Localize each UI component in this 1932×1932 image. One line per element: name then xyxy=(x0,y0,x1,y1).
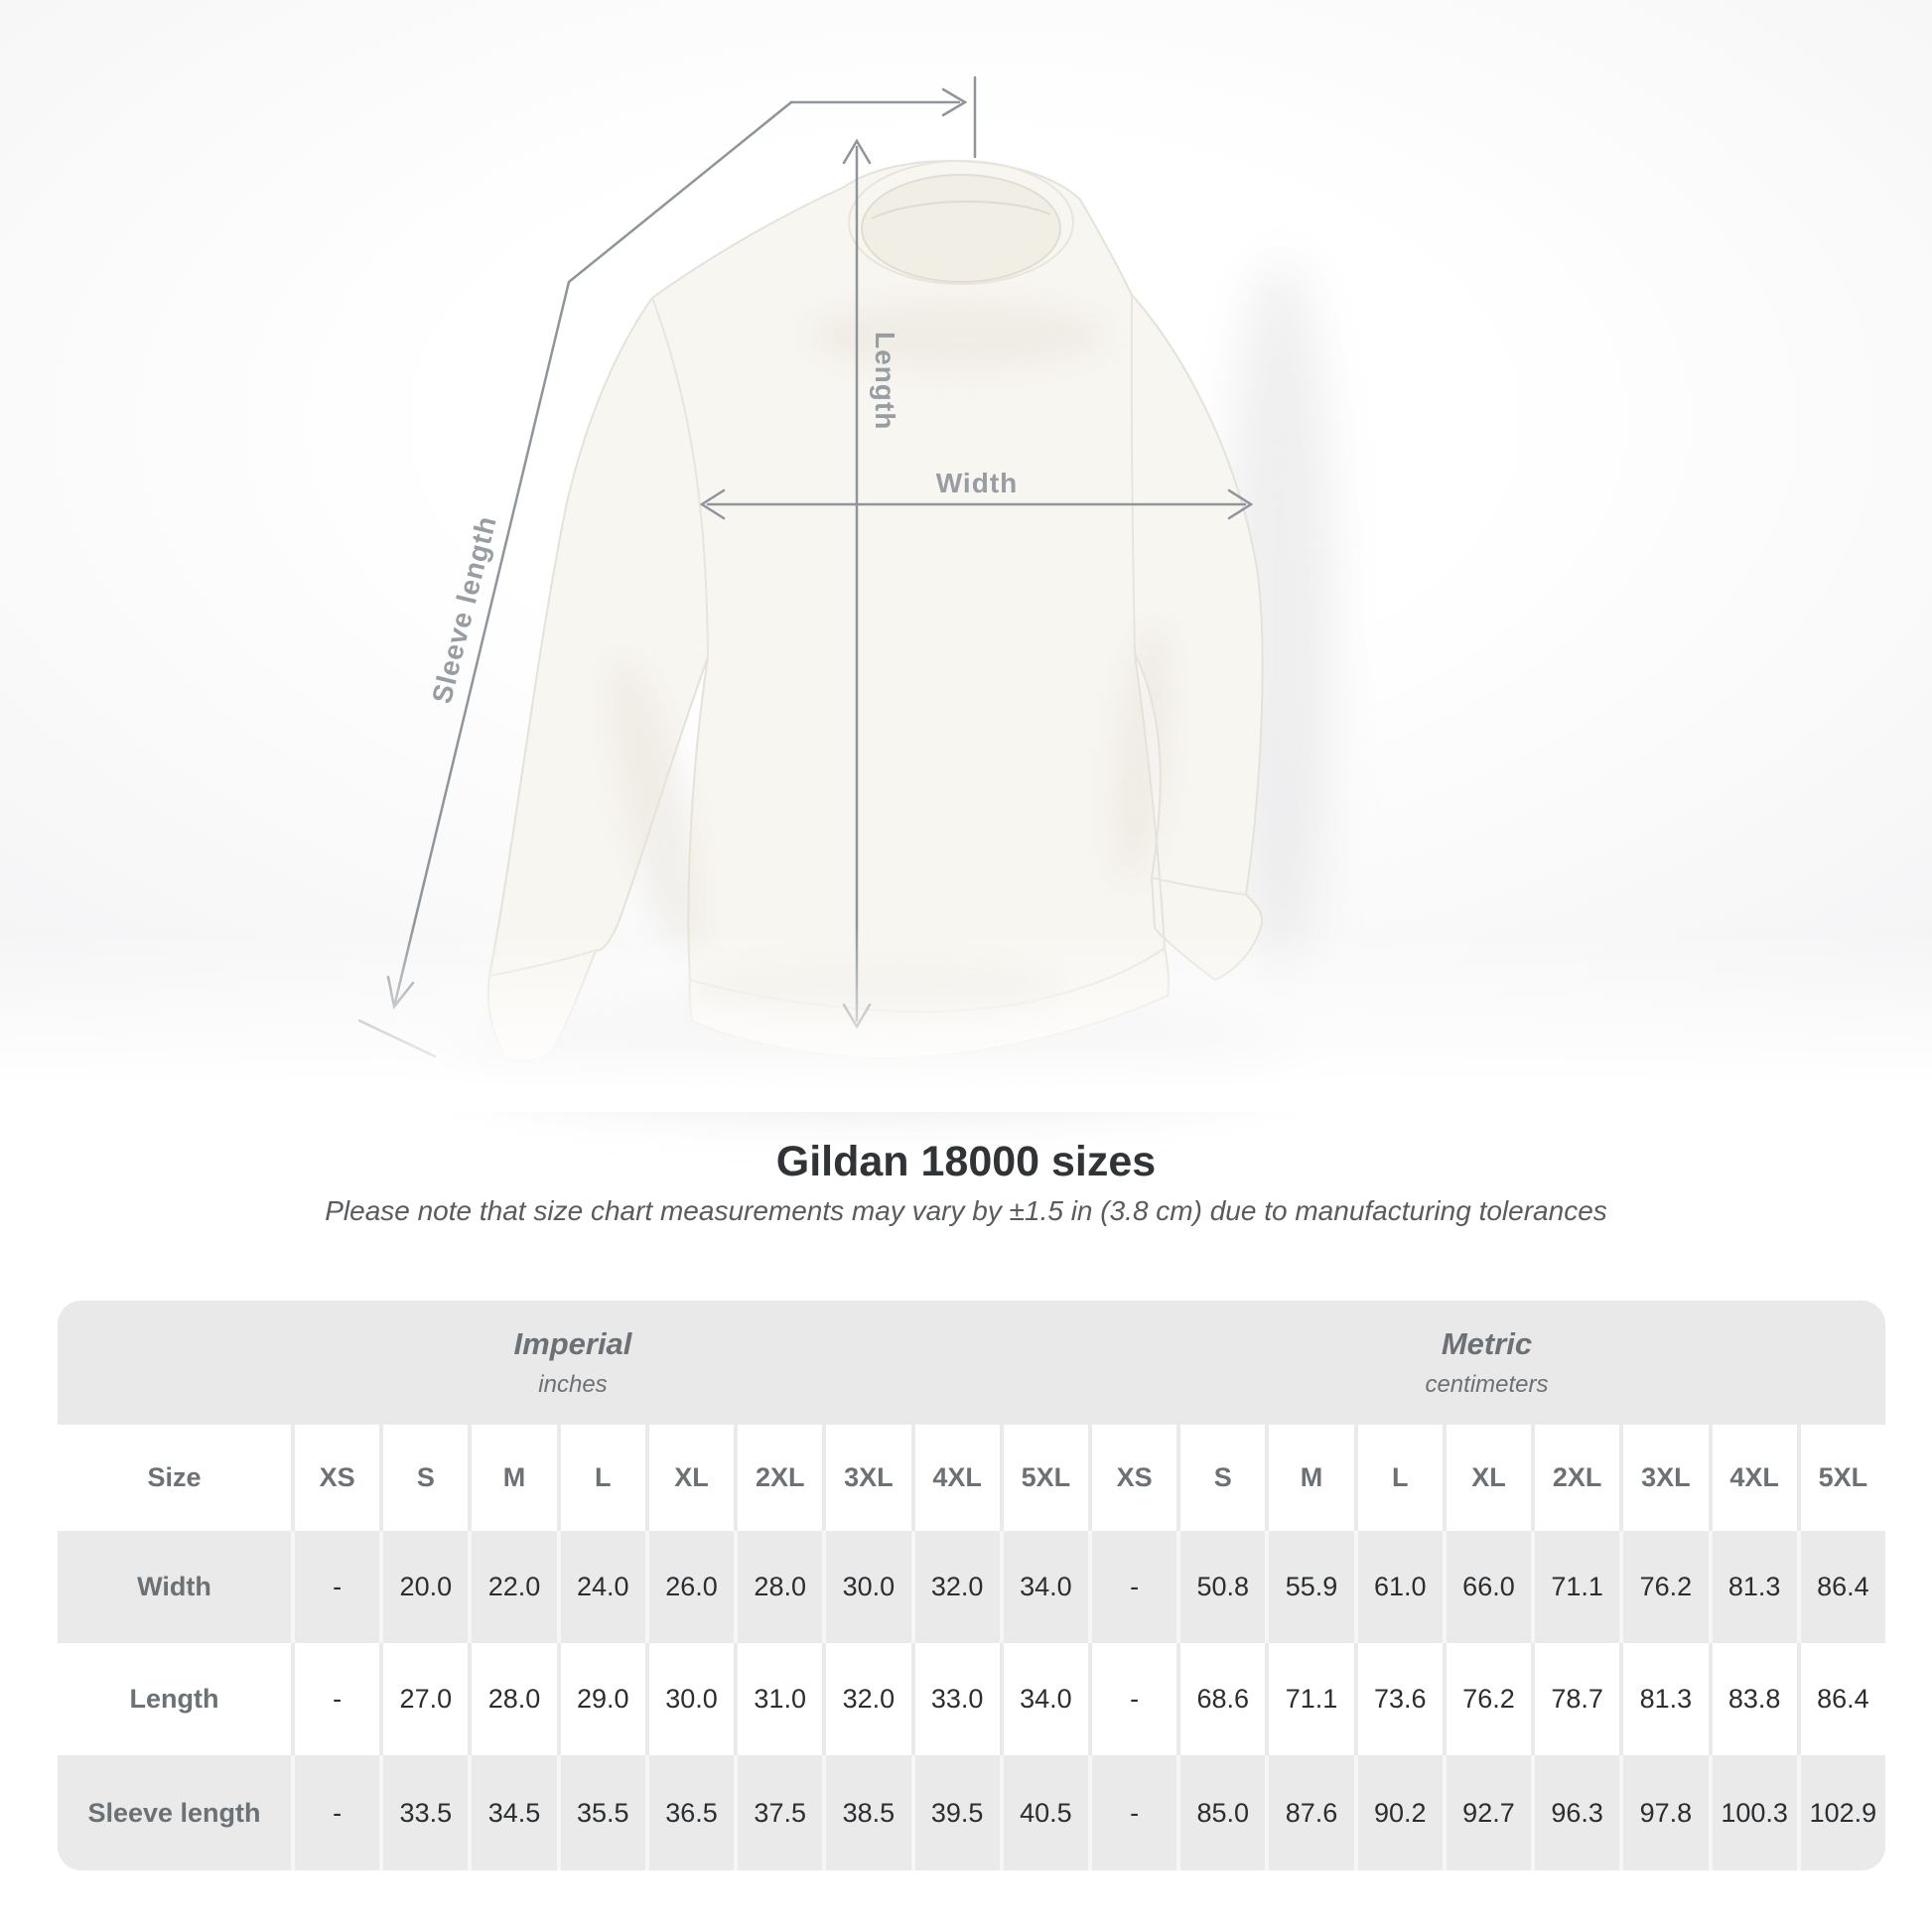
unit-group-row xyxy=(58,1301,1885,1425)
table-cell: 90.2 xyxy=(1354,1755,1443,1870)
table-cell: 24.0 xyxy=(557,1531,645,1643)
size-column-header: 4XL xyxy=(911,1425,1000,1531)
table-cell: 39.5 xyxy=(911,1755,1000,1870)
table-cell: - xyxy=(291,1643,379,1755)
size-header-row xyxy=(58,1425,1885,1531)
table-cell: 30.0 xyxy=(822,1531,910,1643)
length-arrowhead-bottom xyxy=(844,1005,870,1027)
table-cell: 86.4 xyxy=(1797,1643,1885,1755)
size-column-header: 2XL xyxy=(734,1425,822,1531)
table-cell: 100.3 xyxy=(1709,1755,1797,1870)
table-cell: 20.0 xyxy=(379,1531,468,1643)
table-cell: 73.6 xyxy=(1354,1643,1443,1755)
length-measure-label: Length xyxy=(870,332,900,431)
table-cell: 50.8 xyxy=(1176,1531,1265,1643)
size-column-header: XL xyxy=(645,1425,734,1531)
sweatshirt-body xyxy=(488,161,1263,1061)
size-column-header: XS xyxy=(1088,1425,1176,1531)
table-cell: - xyxy=(1088,1531,1176,1643)
size-column-header: 2XL xyxy=(1531,1425,1619,1531)
size-column-header: 3XL xyxy=(1619,1425,1708,1531)
table-cell: 85.0 xyxy=(1176,1755,1265,1870)
metric-unit-label: centimeters xyxy=(1425,1371,1549,1398)
table-cell: 36.5 xyxy=(645,1755,734,1870)
size-table-container xyxy=(58,1301,1885,1870)
table-cell: 83.8 xyxy=(1709,1643,1797,1755)
row-label: Length xyxy=(58,1643,291,1755)
metric-label: Metric xyxy=(1441,1326,1533,1361)
size-column-header: L xyxy=(557,1425,645,1531)
row-label: Width xyxy=(58,1531,291,1643)
size-column-header: XL xyxy=(1443,1425,1531,1531)
table-cell: 71.1 xyxy=(1265,1643,1353,1755)
table-cell: 71.1 xyxy=(1531,1531,1619,1643)
table-cell: 97.8 xyxy=(1619,1755,1708,1870)
table-cell: 66.0 xyxy=(1443,1531,1531,1643)
size-column-header: M xyxy=(468,1425,556,1531)
table-cell: 22.0 xyxy=(468,1531,556,1643)
imperial-unit-label: inches xyxy=(538,1371,608,1398)
size-column-header: 5XL xyxy=(1797,1425,1885,1531)
table-cell: - xyxy=(291,1531,379,1643)
table-cell: 96.3 xyxy=(1531,1755,1619,1870)
table-cell: 81.3 xyxy=(1709,1531,1797,1643)
table-cell: 102.9 xyxy=(1797,1755,1885,1870)
size-table xyxy=(58,1301,1885,1870)
table-row-width xyxy=(58,1531,1885,1643)
table-cell: 34.0 xyxy=(1000,1531,1088,1643)
table-cell: 28.0 xyxy=(468,1643,556,1755)
sleeve-end-tick xyxy=(359,1021,435,1056)
table-cell: - xyxy=(291,1755,379,1870)
size-column-header: M xyxy=(1265,1425,1353,1531)
imperial-label: Imperial xyxy=(513,1326,632,1361)
table-cell: 37.5 xyxy=(734,1755,822,1870)
size-column-header: 3XL xyxy=(822,1425,910,1531)
table-cell: 92.7 xyxy=(1443,1755,1531,1870)
width-measure-label: Width xyxy=(935,468,1019,498)
tolerance-note: Please note that size chart measurements may vary by ±1.5 in (3.8 cm) due to manufacturing tolerances xyxy=(325,1195,1607,1226)
table-row-length xyxy=(58,1643,1885,1755)
table-cell: 86.4 xyxy=(1797,1531,1885,1643)
table-cell: 38.5 xyxy=(822,1755,910,1870)
table-cell: 68.6 xyxy=(1176,1643,1265,1755)
table-cell: 33.5 xyxy=(379,1755,468,1870)
table-cell: 81.3 xyxy=(1619,1643,1708,1755)
table-cell: 32.0 xyxy=(911,1531,1000,1643)
table-cell: 76.2 xyxy=(1443,1643,1531,1755)
page-title: Gildan 18000 sizes xyxy=(775,1138,1157,1185)
table-cell: 34.5 xyxy=(468,1755,556,1870)
size-column-header: L xyxy=(1354,1425,1443,1531)
size-column-header: 4XL xyxy=(1709,1425,1797,1531)
sleeve-arrowhead-end xyxy=(388,977,413,1007)
size-corner-label: Size xyxy=(58,1425,291,1531)
sweatshirt xyxy=(488,161,1263,1061)
sleeve-measure-label: Sleeve length xyxy=(426,512,502,707)
size-column-header: S xyxy=(1176,1425,1265,1531)
table-cell: 29.0 xyxy=(557,1643,645,1755)
table-cell: 61.0 xyxy=(1354,1531,1443,1643)
table-cell: 28.0 xyxy=(734,1531,822,1643)
metric-group-header xyxy=(1088,1301,1885,1425)
table-cell: 76.2 xyxy=(1619,1531,1708,1643)
table-cell: 32.0 xyxy=(822,1643,910,1755)
imperial-group-header xyxy=(58,1301,1088,1425)
table-cell: 27.0 xyxy=(379,1643,468,1755)
table-cell: 30.0 xyxy=(645,1643,734,1755)
size-column-header: 5XL xyxy=(1000,1425,1088,1531)
collar-opening xyxy=(862,175,1060,282)
table-cell: 55.9 xyxy=(1265,1531,1353,1643)
size-column-header: XS xyxy=(291,1425,379,1531)
table-cell: 87.6 xyxy=(1265,1755,1353,1870)
table-row-sleeve-length xyxy=(58,1755,1885,1870)
table-cell: 40.5 xyxy=(1000,1755,1088,1870)
table-cell: 35.5 xyxy=(557,1755,645,1870)
table-cell: - xyxy=(1088,1755,1176,1870)
row-label: Sleeve length xyxy=(58,1755,291,1870)
table-cell: 33.0 xyxy=(911,1643,1000,1755)
table-cell: - xyxy=(1088,1643,1176,1755)
table-cell: 78.7 xyxy=(1531,1643,1619,1755)
table-cell: 31.0 xyxy=(734,1643,822,1755)
size-column-header: S xyxy=(379,1425,468,1531)
table-cell: 26.0 xyxy=(645,1531,734,1643)
table-cell: 34.0 xyxy=(1000,1643,1088,1755)
garment-shadow xyxy=(447,1009,1301,1112)
